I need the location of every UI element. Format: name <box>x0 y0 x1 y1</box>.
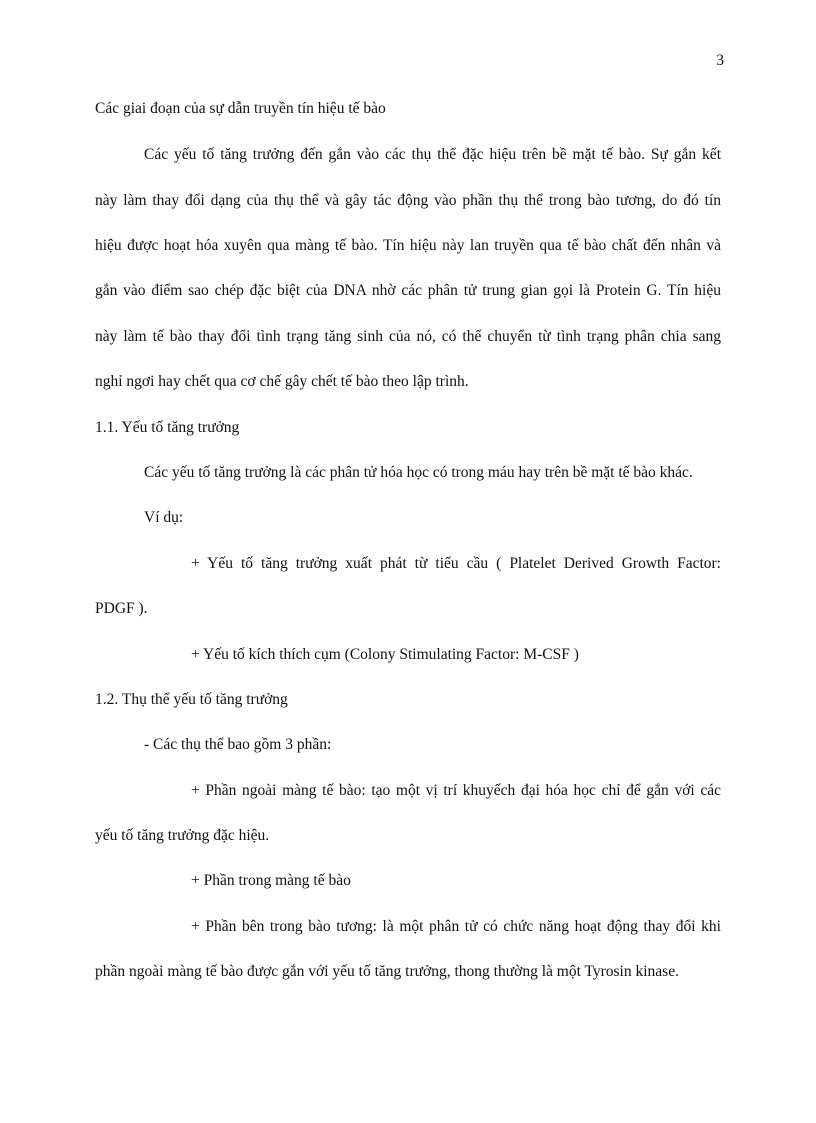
section-title: Các giai đoạn của sự dẫn truyền tín hiệu tế bào <box>95 100 386 117</box>
receptor-outer-part-line: + Phần ngoài màng tế bào: tạo một vị trí khuyếch đại hóa học chỉ để gắn với các <box>191 782 721 799</box>
intro-paragraph-line: này làm thay đổi dạng của thụ thể và gây tác động vào phần thụ thể trong bào tương, do đó tín <box>95 192 721 209</box>
intro-paragraph-line: nghỉ ngơi hay chết qua cơ chế gây chết tế bào theo lập trình. <box>95 373 469 390</box>
intro-paragraph-line: Các yếu tố tăng trưởng đến gắn vào các thụ thể đặc hiệu trên bề mặt tế bào. Sự gắn kết <box>144 146 721 163</box>
receptor-outer-part-line: yếu tố tăng trưởng đặc hiệu. <box>95 827 270 844</box>
examples-label: Ví dụ: <box>144 509 184 526</box>
example-pdgf-line: + Yếu tố tăng trưởng xuất phát từ tiểu cầu ( Platelet Derived Growth Factor: <box>191 555 721 572</box>
growth-factor-definition: Các yếu tố tăng trưởng là các phân tử hóa học có trong máu hay trên bề mặt tế bào khác. <box>144 464 693 481</box>
intro-paragraph-line: gắn vào điểm sao chép đặc biệt của DNA nhờ các phân tử trung gian gọi là Protein G. Tín hiệu <box>95 282 721 299</box>
example-pdgf-line: PDGF ). <box>95 600 148 617</box>
receptor-membrane-part: + Phần trong màng tế bào <box>191 872 351 889</box>
section-1-2-heading: 1.2. Thụ thể yếu tố tăng trưởng <box>95 691 288 708</box>
receptor-inner-part-line: phần ngoài màng tế bào được gắn với yếu tố tăng trưởng, thong thường là một Tyrosin kinase. <box>95 963 679 980</box>
page-number: 3 <box>716 52 724 69</box>
receptor-parts-intro: - Các thụ thể bao gồm 3 phần: <box>144 736 332 753</box>
example-mcsf: + Yếu tố kích thích cụm (Colony Stimulating Factor: M-CSF ) <box>191 646 579 663</box>
intro-paragraph-line: hiệu được hoạt hóa xuyên qua màng tế bào. Tín hiệu này lan truyền qua tế bào chất đến nhân và <box>95 237 721 254</box>
receptor-inner-part-line: + Phần bên trong bào tương: là một phân tử có chức năng hoạt động thay đổi khi <box>191 918 721 935</box>
intro-paragraph-line: này làm tế bào thay đổi tình trạng tăng sinh của nó, có thể chuyển từ tình trạng phân chia sang <box>95 328 721 345</box>
section-1-1-heading: 1.1. Yếu tố tăng trưởng <box>95 419 240 436</box>
